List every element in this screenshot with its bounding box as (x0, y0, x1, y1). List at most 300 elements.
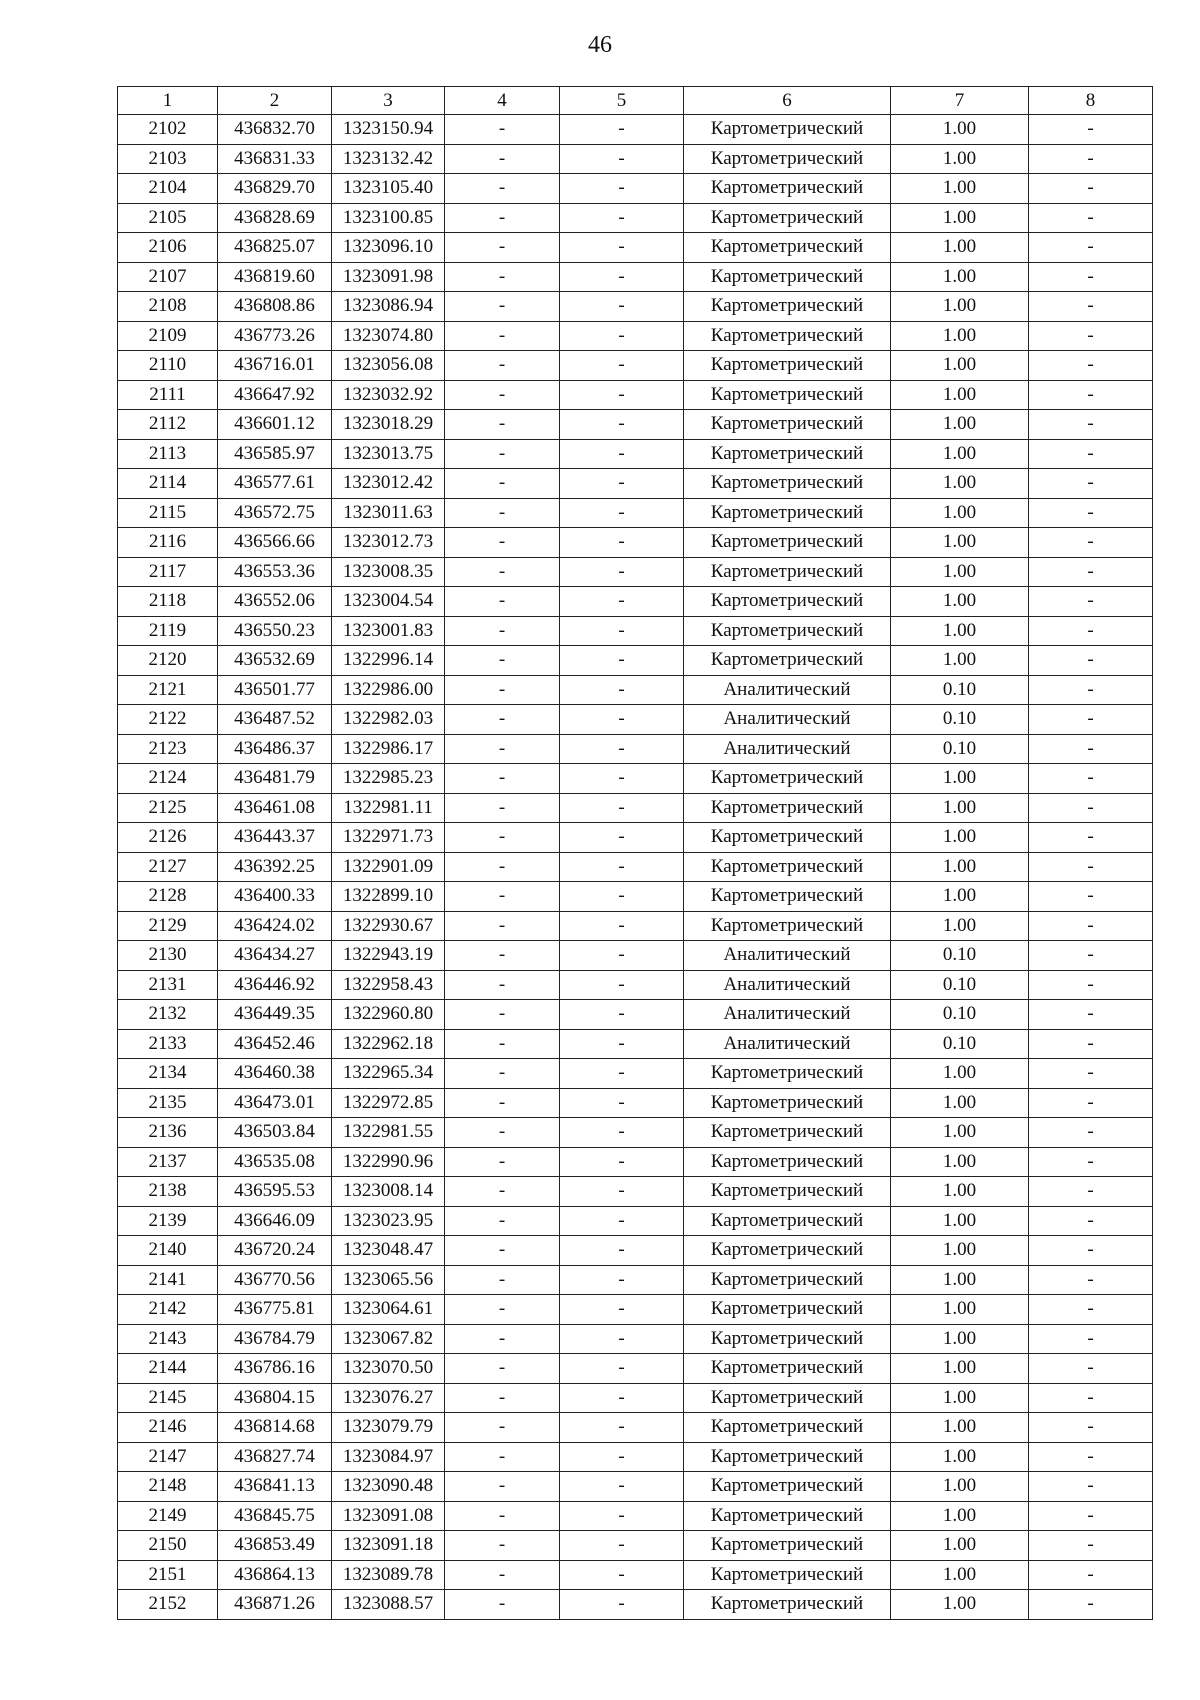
col-5-value-cell: - (560, 1088, 684, 1118)
coord-y-cell: 1322901.09 (332, 852, 445, 882)
coord-x-cell: 436532.69 (218, 646, 332, 676)
coord-x-cell: 436481.79 (218, 764, 332, 794)
accuracy-cell: 1.00 (891, 351, 1029, 381)
col-5-value-cell: - (560, 1354, 684, 1384)
point-number-cell: 2139 (118, 1206, 218, 1236)
col-8-value-cell: - (1029, 410, 1153, 440)
coord-x-cell: 436572.75 (218, 498, 332, 528)
accuracy-cell: 1.00 (891, 439, 1029, 469)
coord-x-cell: 436550.23 (218, 616, 332, 646)
coord-y-cell: 1323064.61 (332, 1295, 445, 1325)
point-number-cell: 2103 (118, 144, 218, 174)
accuracy-cell: 1.00 (891, 380, 1029, 410)
table-row (118, 1118, 1153, 1148)
col-8-value-cell: - (1029, 321, 1153, 351)
col-4-value-cell: - (445, 734, 560, 764)
method-cell: Картометрический (684, 498, 891, 528)
col-5-value-cell: - (560, 1442, 684, 1472)
point-number-cell: 2142 (118, 1295, 218, 1325)
method-cell: Картометрический (684, 469, 891, 499)
col-8-value-cell: - (1029, 1324, 1153, 1354)
col-4-value-cell: - (445, 646, 560, 676)
coord-y-cell: 1323091.18 (332, 1531, 445, 1561)
coord-x-cell: 436808.86 (218, 292, 332, 322)
col-8-value-cell: - (1029, 911, 1153, 941)
coord-x-cell: 436775.81 (218, 1295, 332, 1325)
table-row (118, 233, 1153, 263)
method-cell: Картометрический (684, 882, 891, 912)
table-row (118, 1442, 1153, 1472)
col-5-value-cell: - (560, 705, 684, 735)
table-row (118, 587, 1153, 617)
col-4-value-cell: - (445, 882, 560, 912)
col-5-value-cell: - (560, 262, 684, 292)
coord-y-cell: 1323065.56 (332, 1265, 445, 1295)
coord-x-cell: 436452.46 (218, 1029, 332, 1059)
point-number-cell: 2137 (118, 1147, 218, 1177)
method-cell: Картометрический (684, 1560, 891, 1590)
col-5-value-cell: - (560, 528, 684, 558)
table-row (118, 351, 1153, 381)
point-number-cell: 2135 (118, 1088, 218, 1118)
col-5-value-cell: - (560, 115, 684, 145)
col-5-value-cell: - (560, 469, 684, 499)
point-number-cell: 2128 (118, 882, 218, 912)
col-4-value-cell: - (445, 1059, 560, 1089)
col-8-value-cell: - (1029, 1147, 1153, 1177)
point-number-cell: 2118 (118, 587, 218, 617)
accuracy-cell: 1.00 (891, 321, 1029, 351)
method-cell: Картометрический (684, 262, 891, 292)
col-8-value-cell: - (1029, 1236, 1153, 1266)
col-4-value-cell: - (445, 1206, 560, 1236)
table-row (118, 616, 1153, 646)
table-row (118, 1000, 1153, 1030)
table-row (118, 793, 1153, 823)
coord-y-cell: 1323012.42 (332, 469, 445, 499)
method-cell: Картометрический (684, 1206, 891, 1236)
col-4-value-cell: - (445, 528, 560, 558)
accuracy-cell: 1.00 (891, 1088, 1029, 1118)
col-5-value-cell: - (560, 970, 684, 1000)
col-5-value-cell: - (560, 144, 684, 174)
coord-y-cell: 1323004.54 (332, 587, 445, 617)
coord-x-cell: 436720.24 (218, 1236, 332, 1266)
col-8-value-cell: - (1029, 1590, 1153, 1620)
coord-y-cell: 1323079.79 (332, 1413, 445, 1443)
col-4-value-cell: - (445, 351, 560, 381)
col-4-value-cell: - (445, 1472, 560, 1502)
col-4-value-cell: - (445, 1236, 560, 1266)
coord-x-cell: 436585.97 (218, 439, 332, 469)
coord-y-cell: 1323023.95 (332, 1206, 445, 1236)
coord-x-cell: 436400.33 (218, 882, 332, 912)
coord-x-cell: 436535.08 (218, 1147, 332, 1177)
col-5-value-cell: - (560, 1236, 684, 1266)
col-4-value-cell: - (445, 1442, 560, 1472)
coord-y-cell: 1323013.75 (332, 439, 445, 469)
table-row (118, 705, 1153, 735)
coord-x-cell: 436487.52 (218, 705, 332, 735)
col-4-value-cell: - (445, 498, 560, 528)
col-5-value-cell: - (560, 1118, 684, 1148)
point-number-cell: 2116 (118, 528, 218, 558)
coord-x-cell: 436784.79 (218, 1324, 332, 1354)
point-number-cell: 2136 (118, 1118, 218, 1148)
col-5-value-cell: - (560, 1590, 684, 1620)
coord-x-cell: 436828.69 (218, 203, 332, 233)
col-8-value-cell: - (1029, 852, 1153, 882)
accuracy-cell: 1.00 (891, 1383, 1029, 1413)
point-number-cell: 2108 (118, 292, 218, 322)
col-8-value-cell: - (1029, 498, 1153, 528)
coord-x-cell: 436773.26 (218, 321, 332, 351)
point-number-cell: 2117 (118, 557, 218, 587)
table-row (118, 498, 1153, 528)
col-8-value-cell: - (1029, 1501, 1153, 1531)
coord-y-cell: 1322981.55 (332, 1118, 445, 1148)
page-number: 46 (588, 32, 612, 58)
col-4-value-cell: - (445, 262, 560, 292)
accuracy-cell: 0.10 (891, 1000, 1029, 1030)
table-row (118, 823, 1153, 853)
col-8-value-cell: - (1029, 1531, 1153, 1561)
col-8-value-cell: - (1029, 734, 1153, 764)
col-5-value-cell: - (560, 852, 684, 882)
col-8-value-cell: - (1029, 823, 1153, 853)
table-row (118, 1413, 1153, 1443)
method-cell: Аналитический (684, 970, 891, 1000)
col-8-value-cell: - (1029, 970, 1153, 1000)
col-4-value-cell: - (445, 1029, 560, 1059)
method-cell: Картометрический (684, 1442, 891, 1472)
col-5-value-cell: - (560, 1383, 684, 1413)
point-number-cell: 2123 (118, 734, 218, 764)
point-number-cell: 2104 (118, 174, 218, 204)
col-8-value-cell: - (1029, 203, 1153, 233)
coord-y-cell: 1323070.50 (332, 1354, 445, 1384)
col-8-value-cell: - (1029, 1413, 1153, 1443)
coord-y-cell: 1323084.97 (332, 1442, 445, 1472)
col-5-value-cell: - (560, 823, 684, 853)
accuracy-cell: 0.10 (891, 941, 1029, 971)
coord-x-cell: 436503.84 (218, 1118, 332, 1148)
method-cell: Картометрический (684, 823, 891, 853)
method-cell: Картометрический (684, 292, 891, 322)
point-number-cell: 2134 (118, 1059, 218, 1089)
col-4-value-cell: - (445, 587, 560, 617)
col-5-value-cell: - (560, 675, 684, 705)
col-8-value-cell: - (1029, 1206, 1153, 1236)
coord-y-cell: 1322958.43 (332, 970, 445, 1000)
point-number-cell: 2110 (118, 351, 218, 381)
accuracy-cell: 1.00 (891, 262, 1029, 292)
accuracy-cell: 1.00 (891, 1206, 1029, 1236)
col-5-value-cell: - (560, 557, 684, 587)
column-header-8: 8 (1029, 87, 1153, 115)
table-row (118, 852, 1153, 882)
method-cell: Картометрический (684, 1472, 891, 1502)
col-5-value-cell: - (560, 764, 684, 794)
col-5-value-cell: - (560, 911, 684, 941)
col-4-value-cell: - (445, 764, 560, 794)
accuracy-cell: 1.00 (891, 115, 1029, 145)
method-cell: Картометрический (684, 203, 891, 233)
accuracy-cell: 1.00 (891, 1147, 1029, 1177)
col-5-value-cell: - (560, 1560, 684, 1590)
col-8-value-cell: - (1029, 1383, 1153, 1413)
method-cell: Картометрический (684, 1059, 891, 1089)
col-8-value-cell: - (1029, 351, 1153, 381)
point-number-cell: 2109 (118, 321, 218, 351)
col-4-value-cell: - (445, 1265, 560, 1295)
col-4-value-cell: - (445, 970, 560, 1000)
coord-x-cell: 436486.37 (218, 734, 332, 764)
col-5-value-cell: - (560, 498, 684, 528)
method-cell: Картометрический (684, 351, 891, 381)
col-8-value-cell: - (1029, 115, 1153, 145)
coord-y-cell: 1322971.73 (332, 823, 445, 853)
accuracy-cell: 1.00 (891, 557, 1029, 587)
coord-y-cell: 1323096.10 (332, 233, 445, 263)
method-cell: Картометрический (684, 144, 891, 174)
accuracy-cell: 1.00 (891, 1324, 1029, 1354)
coord-y-cell: 1322996.14 (332, 646, 445, 676)
table-row (118, 203, 1153, 233)
method-cell: Картометрический (684, 1147, 891, 1177)
col-8-value-cell: - (1029, 1000, 1153, 1030)
col-5-value-cell: - (560, 1472, 684, 1502)
col-4-value-cell: - (445, 675, 560, 705)
col-5-value-cell: - (560, 646, 684, 676)
column-header-1: 1 (118, 87, 218, 115)
col-8-value-cell: - (1029, 1560, 1153, 1590)
col-4-value-cell: - (445, 203, 560, 233)
coord-y-cell: 1323091.08 (332, 1501, 445, 1531)
col-5-value-cell: - (560, 616, 684, 646)
col-5-value-cell: - (560, 410, 684, 440)
coord-y-cell: 1323090.48 (332, 1472, 445, 1502)
col-5-value-cell: - (560, 439, 684, 469)
coord-x-cell: 436434.27 (218, 941, 332, 971)
coord-x-cell: 436831.33 (218, 144, 332, 174)
point-number-cell: 2130 (118, 941, 218, 971)
table-row (118, 469, 1153, 499)
col-4-value-cell: - (445, 852, 560, 882)
method-cell: Картометрический (684, 764, 891, 794)
point-number-cell: 2111 (118, 380, 218, 410)
col-4-value-cell: - (445, 705, 560, 735)
coord-y-cell: 1323100.85 (332, 203, 445, 233)
col-8-value-cell: - (1029, 380, 1153, 410)
table-row (118, 1059, 1153, 1089)
col-4-value-cell: - (445, 823, 560, 853)
table-row (118, 528, 1153, 558)
col-4-value-cell: - (445, 1177, 560, 1207)
point-number-cell: 2146 (118, 1413, 218, 1443)
method-cell: Картометрический (684, 587, 891, 617)
table-row (118, 1236, 1153, 1266)
table-row (118, 1324, 1153, 1354)
table-row (118, 1147, 1153, 1177)
coord-x-cell: 436827.74 (218, 1442, 332, 1472)
accuracy-cell: 1.00 (891, 1442, 1029, 1472)
table-row (118, 1354, 1153, 1384)
coord-x-cell: 436853.49 (218, 1531, 332, 1561)
accuracy-cell: 0.10 (891, 734, 1029, 764)
coord-x-cell: 436832.70 (218, 115, 332, 145)
col-4-value-cell: - (445, 1590, 560, 1620)
accuracy-cell: 1.00 (891, 174, 1029, 204)
col-4-value-cell: - (445, 469, 560, 499)
accuracy-cell: 1.00 (891, 1560, 1029, 1590)
col-5-value-cell: - (560, 1177, 684, 1207)
coord-y-cell: 1322986.00 (332, 675, 445, 705)
col-5-value-cell: - (560, 351, 684, 381)
point-number-cell: 2144 (118, 1354, 218, 1384)
coord-y-cell: 1322982.03 (332, 705, 445, 735)
col-4-value-cell: - (445, 233, 560, 263)
point-number-cell: 2145 (118, 1383, 218, 1413)
point-number-cell: 2115 (118, 498, 218, 528)
coord-y-cell: 1322986.17 (332, 734, 445, 764)
col-4-value-cell: - (445, 144, 560, 174)
method-cell: Картометрический (684, 1501, 891, 1531)
coord-x-cell: 436595.53 (218, 1177, 332, 1207)
point-number-cell: 2132 (118, 1000, 218, 1030)
point-number-cell: 2143 (118, 1324, 218, 1354)
table-row (118, 380, 1153, 410)
table-row (118, 911, 1153, 941)
method-cell: Картометрический (684, 174, 891, 204)
coord-y-cell: 1322990.96 (332, 1147, 445, 1177)
column-header-4: 4 (445, 87, 560, 115)
col-5-value-cell: - (560, 793, 684, 823)
col-8-value-cell: - (1029, 616, 1153, 646)
coord-y-cell: 1322985.23 (332, 764, 445, 794)
coordinates-table (117, 86, 1153, 1620)
table-row (118, 675, 1153, 705)
accuracy-cell: 1.00 (891, 528, 1029, 558)
col-5-value-cell: - (560, 1029, 684, 1059)
col-4-value-cell: - (445, 1413, 560, 1443)
accuracy-cell: 1.00 (891, 852, 1029, 882)
col-8-value-cell: - (1029, 528, 1153, 558)
coord-y-cell: 1323032.92 (332, 380, 445, 410)
table-row (118, 321, 1153, 351)
coord-x-cell: 436871.26 (218, 1590, 332, 1620)
col-5-value-cell: - (560, 1265, 684, 1295)
coord-y-cell: 1322960.80 (332, 1000, 445, 1030)
col-8-value-cell: - (1029, 262, 1153, 292)
accuracy-cell: 1.00 (891, 1501, 1029, 1531)
col-8-value-cell: - (1029, 144, 1153, 174)
coord-y-cell: 1323056.08 (332, 351, 445, 381)
col-8-value-cell: - (1029, 292, 1153, 322)
coord-x-cell: 436786.16 (218, 1354, 332, 1384)
coord-y-cell: 1323048.47 (332, 1236, 445, 1266)
point-number-cell: 2124 (118, 764, 218, 794)
col-4-value-cell: - (445, 292, 560, 322)
col-5-value-cell: - (560, 587, 684, 617)
table-row (118, 1383, 1153, 1413)
coord-x-cell: 436552.06 (218, 587, 332, 617)
coord-x-cell: 436460.38 (218, 1059, 332, 1089)
table-header-row (118, 87, 1153, 115)
table-row (118, 1206, 1153, 1236)
coord-y-cell: 1323067.82 (332, 1324, 445, 1354)
col-5-value-cell: - (560, 1324, 684, 1354)
col-5-value-cell: - (560, 941, 684, 971)
coord-x-cell: 436473.01 (218, 1088, 332, 1118)
col-4-value-cell: - (445, 911, 560, 941)
col-5-value-cell: - (560, 203, 684, 233)
col-5-value-cell: - (560, 1531, 684, 1561)
coord-y-cell: 1323089.78 (332, 1560, 445, 1590)
method-cell: Картометрический (684, 439, 891, 469)
accuracy-cell: 1.00 (891, 616, 1029, 646)
table-row (118, 410, 1153, 440)
table-row (118, 1472, 1153, 1502)
accuracy-cell: 1.00 (891, 1059, 1029, 1089)
col-8-value-cell: - (1029, 557, 1153, 587)
column-header-3: 3 (332, 87, 445, 115)
point-number-cell: 2151 (118, 1560, 218, 1590)
coord-y-cell: 1323076.27 (332, 1383, 445, 1413)
point-number-cell: 2140 (118, 1236, 218, 1266)
accuracy-cell: 1.00 (891, 1531, 1029, 1561)
point-number-cell: 2122 (118, 705, 218, 735)
col-4-value-cell: - (445, 793, 560, 823)
accuracy-cell: 1.00 (891, 793, 1029, 823)
table-row (118, 941, 1153, 971)
accuracy-cell: 1.00 (891, 764, 1029, 794)
accuracy-cell: 1.00 (891, 1295, 1029, 1325)
point-number-cell: 2133 (118, 1029, 218, 1059)
point-number-cell: 2107 (118, 262, 218, 292)
col-8-value-cell: - (1029, 174, 1153, 204)
coord-y-cell: 1323086.94 (332, 292, 445, 322)
method-cell: Картометрический (684, 1354, 891, 1384)
col-8-value-cell: - (1029, 469, 1153, 499)
table-row (118, 882, 1153, 912)
col-5-value-cell: - (560, 292, 684, 322)
table-row (118, 1501, 1153, 1531)
coord-y-cell: 1323132.42 (332, 144, 445, 174)
coord-y-cell: 1323008.14 (332, 1177, 445, 1207)
table-row (118, 292, 1153, 322)
point-number-cell: 2112 (118, 410, 218, 440)
coord-x-cell: 436825.07 (218, 233, 332, 263)
coord-y-cell: 1323074.80 (332, 321, 445, 351)
coord-y-cell: 1323011.63 (332, 498, 445, 528)
method-cell: Картометрический (684, 1236, 891, 1266)
accuracy-cell: 1.00 (891, 1413, 1029, 1443)
method-cell: Аналитический (684, 1000, 891, 1030)
accuracy-cell: 0.10 (891, 675, 1029, 705)
col-4-value-cell: - (445, 1000, 560, 1030)
method-cell: Картометрический (684, 646, 891, 676)
point-number-cell: 2113 (118, 439, 218, 469)
col-8-value-cell: - (1029, 1177, 1153, 1207)
point-number-cell: 2102 (118, 115, 218, 145)
coord-x-cell: 436845.75 (218, 1501, 332, 1531)
col-4-value-cell: - (445, 439, 560, 469)
coord-y-cell: 1322899.10 (332, 882, 445, 912)
method-cell: Картометрический (684, 410, 891, 440)
point-number-cell: 2126 (118, 823, 218, 853)
point-number-cell: 2121 (118, 675, 218, 705)
